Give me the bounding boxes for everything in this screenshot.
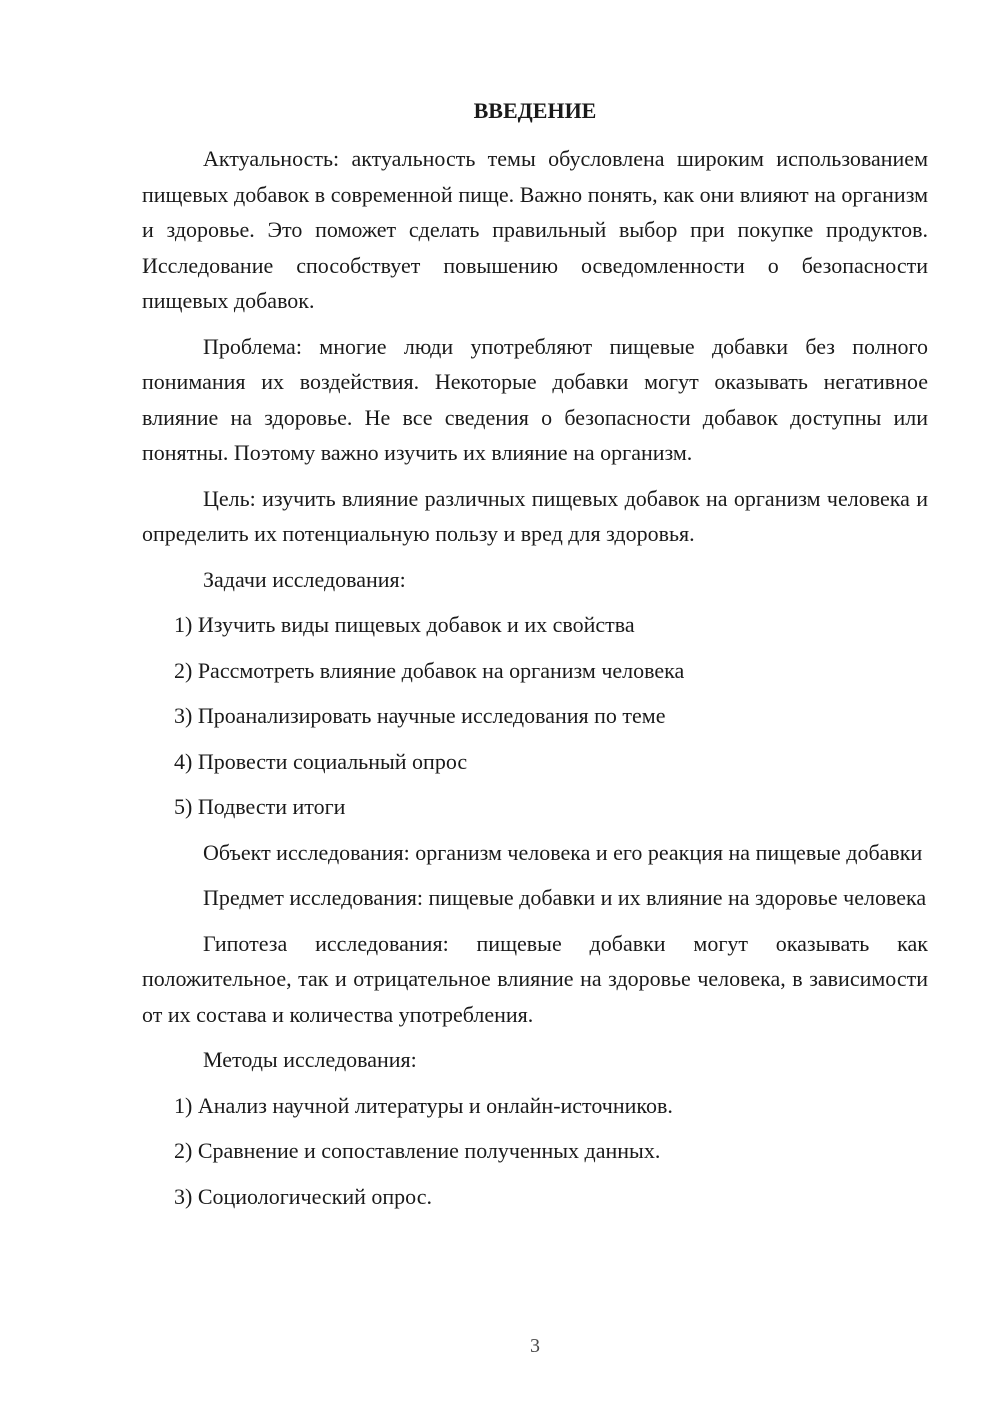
tasks-list [142, 607, 928, 825]
page-number: 3 [530, 1335, 540, 1357]
methods-list [142, 1088, 928, 1215]
task-item-3: 3) Проанализировать научные исследования по теме [174, 703, 666, 728]
page-heading: ВВЕДЕНИЕ [473, 98, 597, 123]
task-item-4: 4) Провести социальный опрос [174, 748, 468, 774]
method-item-1: 1) Анализ научной литературы и онлайн-источников. [174, 1092, 673, 1118]
methods-heading: Методы исследования: [203, 1047, 417, 1072]
task-item-1: 1) Изучить виды пищевых добавок и их свойства [174, 612, 635, 637]
page-body [142, 141, 928, 1224]
method-item-2: 2) Сравнение и сопоставление полученных данных. [174, 1138, 661, 1163]
problem-paragraph: Проблема: многие люди употребляют пищевые добавки без полного понимания их воздействия. Некоторые добавки могут оказывать негативное влияние на здоровье. Не все сведения о безопасности добавок доступны или понятны. Поэтому важно изучить их влияние на организм. [142, 333, 928, 465]
relevance-paragraph: Актуальность: актуальность темы обусловлена широким использованием пищевых добавок в современной пище. Важно понять, как они влияют на организм и здоровье. Это поможет сделать правильный выбор при покупке продуктов. Исследование способствует повышению осведомленности о безопасности пищевых добавок. [142, 146, 928, 313]
method-item-3: 3) Социологический опрос. [174, 1183, 432, 1209]
object-paragraph: Объект исследования: организм человека и его реакция на пищевые добавки [203, 839, 923, 865]
task-item-2: 2) Рассмотреть влияние добавок на организм человека [174, 657, 685, 683]
hypothesis-paragraph: Гипотеза исследования: пищевые добавки могут оказывать как положительное, так и отрицательное влияние на здоровье человека, в зависимости от их состава и количества употребления. [142, 930, 928, 1027]
tasks-heading: Задачи исследования: [203, 566, 406, 592]
goal-paragraph: Цель: изучить влияние различных пищевых добавок на организм человека и определить их потенциальную пользу и вред для здоровья. [142, 485, 928, 546]
subject-paragraph: Предмет исследования: пищевые добавки и их влияние на здоровье человека [203, 885, 927, 910]
task-item-5: 5) Подвести итоги [174, 794, 346, 819]
